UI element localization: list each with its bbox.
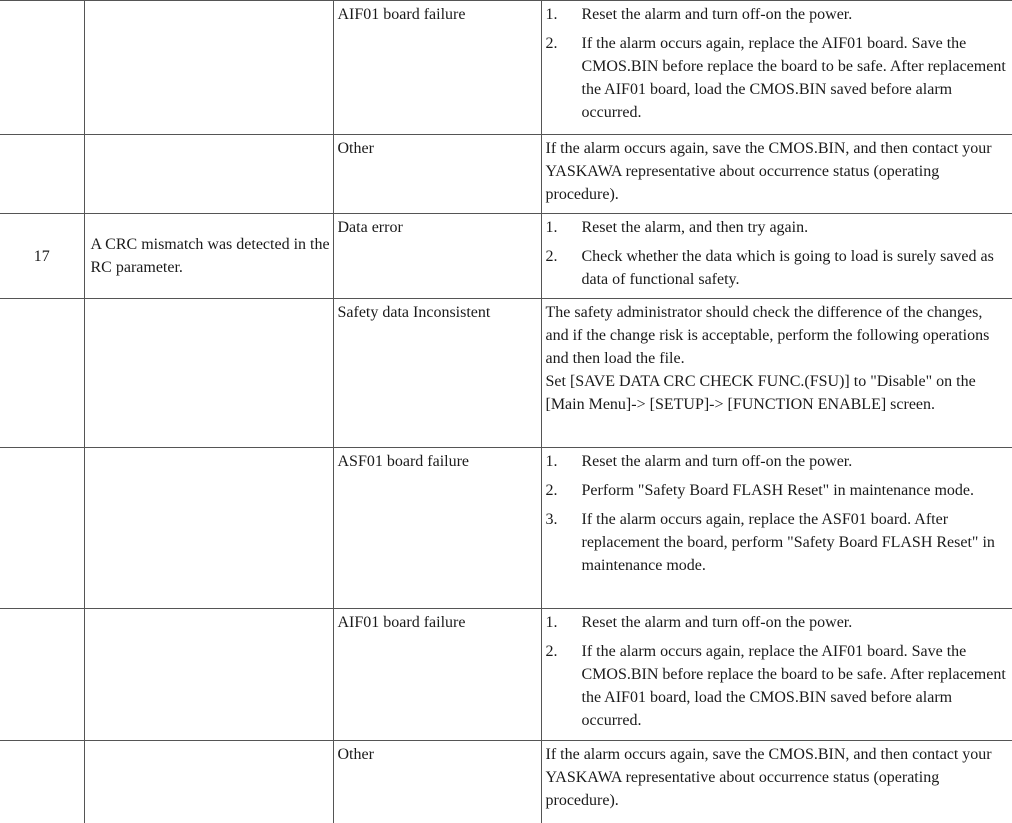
remedy-cell (541, 214, 1012, 299)
table-row (0, 741, 1012, 823)
remedy-step (546, 3, 1009, 26)
step-text: If the alarm occurs again, replace the AIF01 board. Save the CMOS.BIN before replace the board to be safe. After replacement the AIF01 board, load the CMOS.BIN saved before alarm occurred. (581, 35, 1006, 121)
remedy-step (546, 479, 1009, 502)
remedy-text: The safety administrator should check the difference of the changes, and if the change risk is acceptable, perform the following operations and then load the file. (545, 304, 990, 367)
remedy-step (546, 640, 1009, 732)
cause-cell (333, 135, 541, 214)
cause-text: Data error (337, 219, 403, 236)
remedy-cell (541, 609, 1012, 741)
description-cell (84, 214, 333, 299)
cause-text: Safety data Inconsistent (337, 304, 491, 321)
step-number: 1. (545, 453, 558, 470)
table-row (0, 609, 1012, 741)
remedy-cell (541, 1, 1012, 135)
alarm-number-cell (0, 741, 84, 823)
step-number: 3. (545, 511, 558, 528)
cause-cell (333, 448, 541, 609)
remedy-step (546, 611, 1009, 634)
step-text: Check whether the data which is going to load is surely saved as data of functional safety. (581, 248, 994, 288)
alarm-number-cell (0, 214, 84, 299)
remedy-text: If the alarm occurs again, save the CMOS.BIN, and then contact your YASKAWA representative about occurrence status (operating procedure). (545, 746, 992, 809)
alarm-number: 17 (33, 247, 50, 265)
description-cell (84, 448, 333, 609)
alarm-number-cell (0, 448, 84, 609)
remedy-step (546, 245, 1009, 291)
remedy-cell (541, 448, 1012, 609)
table-row (0, 135, 1012, 214)
description-cell (84, 135, 333, 214)
alarm-number-cell (0, 609, 84, 741)
cause-cell (333, 214, 541, 299)
step-number: 2. (545, 35, 558, 52)
step-text: Reset the alarm and turn off-on the power. (581, 6, 853, 23)
step-number: 1. (545, 614, 558, 631)
alarm-number-cell (0, 299, 84, 448)
remedy-cell (541, 299, 1012, 448)
step-text: If the alarm occurs again, replace the AIF01 board. Save the CMOS.BIN before replace the board to be safe. After replacement the AIF01 board, load the CMOS.BIN saved before alarm occurred. (581, 643, 1006, 729)
table-row (0, 448, 1012, 609)
step-text: Reset the alarm, and then try again. (581, 219, 809, 236)
step-text: Reset the alarm and turn off-on the power. (581, 453, 853, 470)
description-cell (84, 299, 333, 448)
cause-text: ASF01 board failure (337, 453, 470, 470)
cause-text: AIF01 board failure (337, 614, 466, 631)
table-row (0, 299, 1012, 448)
remedy-step (546, 32, 1009, 124)
cause-text: Other (337, 140, 374, 157)
step-number: 2. (545, 482, 558, 499)
remedy-text: If the alarm occurs again, save the CMOS.BIN, and then contact your YASKAWA representative about occurrence status (operating procedure). (545, 140, 992, 203)
remedy-instruction: Set [SAVE DATA CRC CHECK FUNC.(FSU)] to "Disable" on the [Main Menu]-> [SETUP]-> [FUNCTION ENABLE] screen. (545, 373, 976, 413)
alarm-description: A CRC mismatch was detected in the RC parameter. (90, 236, 330, 276)
description-cell (84, 609, 333, 741)
step-number: 1. (545, 219, 558, 236)
step-number: 1. (545, 6, 558, 23)
step-text: Reset the alarm and turn off-on the power. (581, 614, 853, 631)
table-row (0, 214, 1012, 299)
cause-cell (333, 741, 541, 823)
cause-cell (333, 1, 541, 135)
remedy-cell (541, 741, 1012, 823)
remedy-cell (541, 135, 1012, 214)
remedy-step (546, 450, 1009, 473)
cause-cell (333, 299, 541, 448)
description-cell (84, 741, 333, 823)
step-number: 2. (545, 248, 558, 265)
cause-text: AIF01 board failure (337, 6, 466, 23)
remedy-step (546, 216, 1009, 239)
step-text: If the alarm occurs again, replace the ASF01 board. After replacement the board, perform "Safety Board FLASH Reset" in maintenance mode. (581, 511, 995, 574)
remedy-step (546, 508, 1009, 577)
step-number: 2. (545, 643, 558, 660)
cause-cell (333, 609, 541, 741)
cause-text: Other (337, 746, 374, 763)
alarm-number-cell (0, 1, 84, 135)
table-row (0, 1, 1012, 135)
alarm-number-cell (0, 135, 84, 214)
step-text: Perform "Safety Board FLASH Reset" in maintenance mode. (581, 482, 975, 499)
description-cell (84, 1, 333, 135)
